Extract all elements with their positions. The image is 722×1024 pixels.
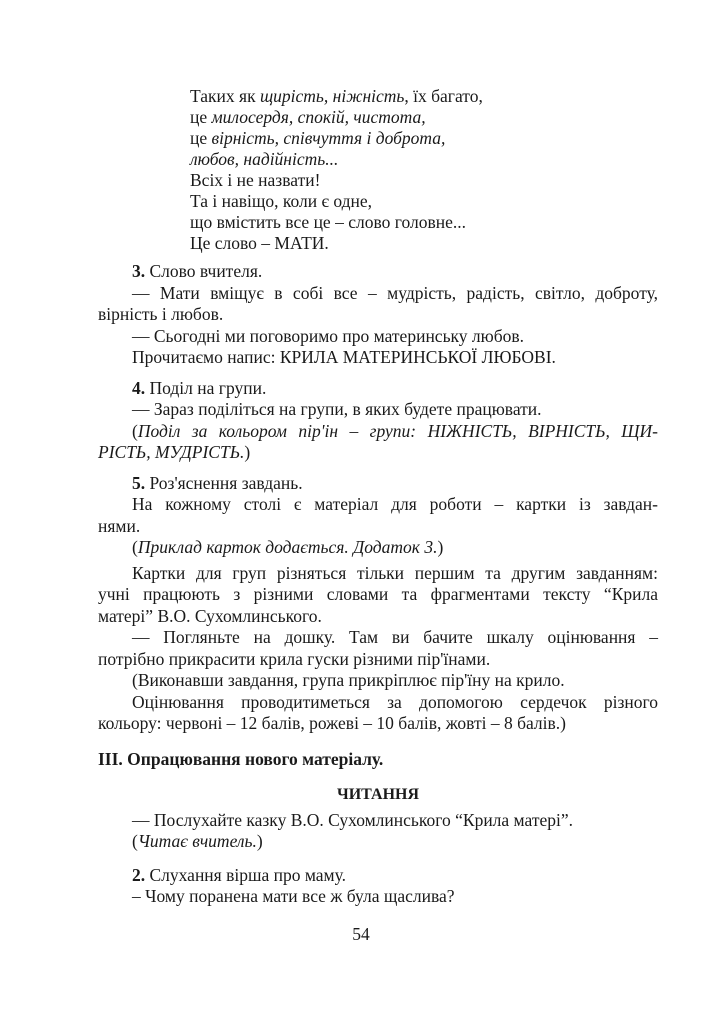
paragraph: Прочитаємо напис: КРИЛА МАТЕРИНСЬКОЇ ЛЮБОВІ. bbox=[132, 347, 556, 367]
spacer bbox=[98, 464, 658, 473]
section-heading bbox=[98, 473, 658, 495]
page-number: 54 bbox=[352, 924, 370, 944]
paragraph: — Сьогодні ми поговоримо про материнську любов. bbox=[132, 325, 525, 346]
paragraph-line: нями. bbox=[98, 515, 141, 536]
poem-text: це bbox=[190, 107, 212, 127]
section-heading bbox=[98, 261, 658, 283]
poem-line bbox=[190, 107, 483, 128]
paragraph-line: Оцінювання проводитиметься за допомогою сердечок різного bbox=[132, 691, 658, 712]
paragraph: — Зараз поділіться на групи, в яких будете працювати. bbox=[132, 399, 542, 419]
poem-italic-text: вірність, співчуття і доброта, bbox=[211, 128, 446, 148]
spacer bbox=[98, 853, 658, 865]
paragraph bbox=[98, 537, 658, 559]
part-heading: III. Опрацювання нового матеріалу. bbox=[98, 748, 384, 769]
poem-text: це bbox=[190, 128, 212, 148]
paren: ( bbox=[132, 537, 138, 557]
poem-italic-text: щирість, ніжність bbox=[259, 86, 405, 106]
section-title: Роз'яснення завдань. bbox=[145, 472, 303, 493]
italic-text: РІСТЬ, МУДРІСТЬ. bbox=[98, 442, 245, 462]
paragraph-line: матері” В.О. Сухомлинського. bbox=[98, 605, 322, 626]
italic-text: Поділ за кольором пір'ін – групи: НІЖНІСТЬ, ВІРНІСТЬ, ЩИ- bbox=[137, 420, 658, 441]
spacer bbox=[98, 735, 658, 749]
paren: ( bbox=[132, 420, 138, 441]
paren: ) bbox=[244, 442, 251, 462]
section-number: 2. bbox=[132, 864, 146, 885]
section-number: 5. bbox=[132, 472, 146, 493]
poem-line: Всіх і не назвати! bbox=[190, 170, 321, 190]
italic-text: Читає вчитель. bbox=[137, 831, 257, 851]
paragraph-line: учні працюють з різними словами та фрагментами тексту “Крила bbox=[98, 584, 658, 604]
poem-line: любов, надійність... bbox=[190, 149, 339, 169]
paren: ( bbox=[132, 831, 138, 851]
poem-text: , їх багато, bbox=[404, 86, 483, 106]
poem-line: що вмістить все це – слово головне... bbox=[190, 212, 466, 232]
paragraph: – Чому поранена мати все ж була щаслива? bbox=[132, 886, 455, 906]
section-title: Поділ на групи. bbox=[145, 377, 267, 398]
section-title: Слухання вірша про маму. bbox=[145, 864, 346, 885]
poem-line bbox=[190, 86, 483, 107]
paragraph-line bbox=[98, 442, 658, 464]
paragraph-line: Картки для груп різняться тільки першим та другим завданням: bbox=[132, 562, 658, 583]
poem-line bbox=[190, 128, 483, 149]
paragraph: (Виконавши завдання, група прикріплює пір'їну на крило. bbox=[132, 670, 565, 690]
poem-text: Таких як bbox=[190, 86, 260, 106]
poem-line: Це слово – МАТИ. bbox=[190, 233, 329, 253]
paragraph-line: вірність і любов. bbox=[98, 304, 224, 324]
paragraph bbox=[98, 831, 658, 853]
section-number: 3. bbox=[132, 261, 146, 281]
poem-line: Та і навіщо, коли є одне, bbox=[190, 191, 373, 211]
paragraph-line bbox=[98, 421, 658, 443]
paren: ) bbox=[256, 831, 263, 851]
paragraph-line: — Мати вміщує в собі все – мудрість, радість, світло, доброту, bbox=[132, 282, 658, 303]
spacer bbox=[98, 369, 658, 378]
spacer bbox=[98, 770, 658, 784]
paragraph-line: На кожному столі є матеріал для роботи – картки із завдан- bbox=[132, 494, 658, 514]
poem-italic-text: милосердя, спокій, чистота, bbox=[211, 107, 426, 127]
paragraph-line: — Погляньте на дошку. Там ви бачите шкалу оцінювання – bbox=[132, 627, 658, 647]
reading-heading: ЧИТАННЯ bbox=[336, 786, 420, 803]
poem-block bbox=[190, 86, 483, 254]
section-heading bbox=[98, 378, 658, 400]
section-title: Слово вчителя. bbox=[145, 261, 263, 281]
section-number: 4. bbox=[132, 377, 146, 398]
italic-text: Приклад карток додається. Додаток 3. bbox=[137, 537, 438, 557]
section-heading bbox=[98, 865, 658, 887]
main-text bbox=[98, 261, 658, 908]
paragraph-line: кольору: червоні – 12 балів, рожеві – 10 балів, жовті – 8 балів.) bbox=[98, 713, 566, 733]
paren: ) bbox=[437, 537, 444, 557]
paragraph: — Послухайте казку В.О. Сухомлинського “Крила матері”. bbox=[132, 809, 573, 830]
paragraph-line: потрібно прикрасити крила гуски різними пір'їнами. bbox=[98, 648, 491, 669]
